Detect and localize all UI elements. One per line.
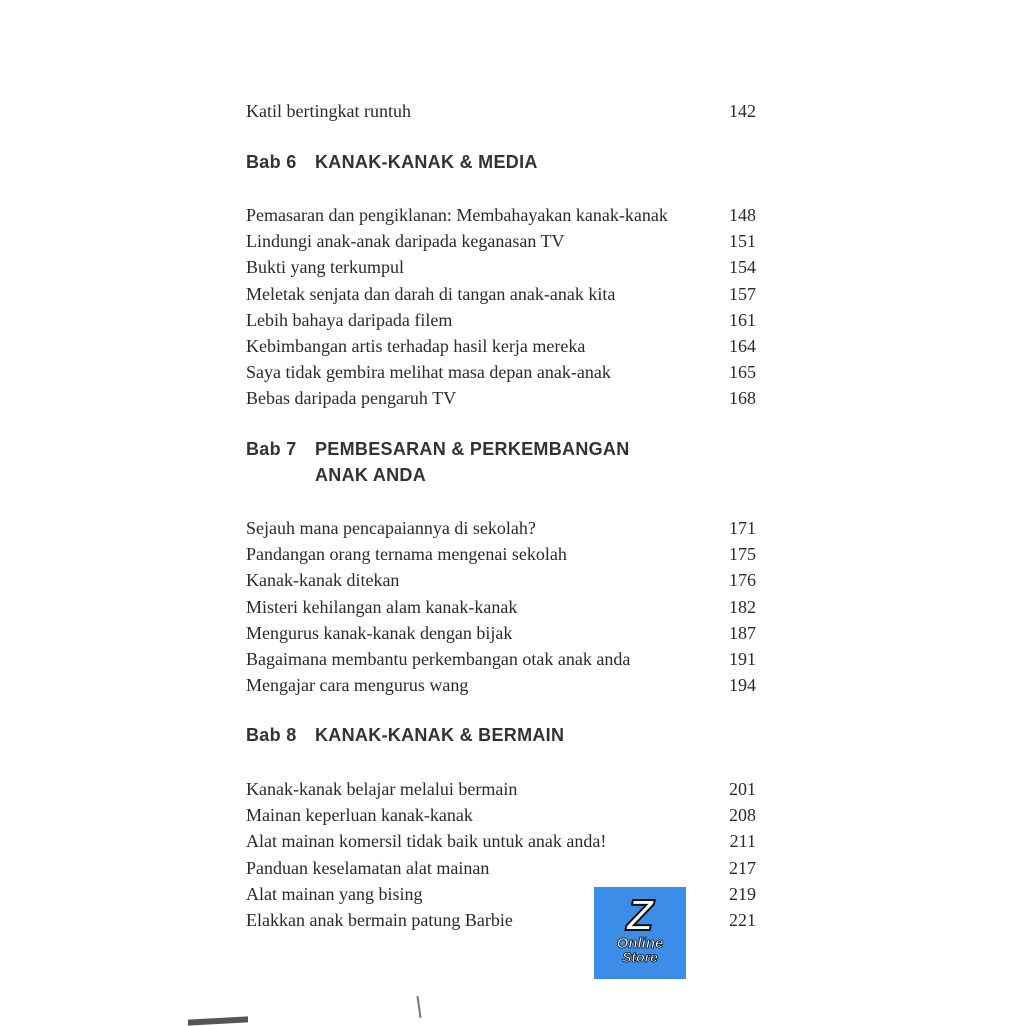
toc-entry-page: 148: [729, 205, 756, 225]
toc-entry-page: 157: [729, 284, 756, 304]
toc-entry-page: 142: [729, 101, 756, 121]
toc-entry-page: 211: [729, 831, 756, 851]
toc-entry-title: Kanak-kanak belajar melalui bermain: [246, 779, 518, 799]
toc-entry: [246, 802, 756, 828]
toc-entry-page: 208: [729, 805, 756, 825]
toc-entry-page: 187: [729, 623, 756, 643]
toc-entry-title: Bukti yang terkumpul: [246, 257, 404, 277]
toc-entry-page: 154: [729, 257, 756, 277]
toc-entry: [246, 776, 756, 802]
toc-entry: [246, 202, 756, 228]
online-store-logo-icon: [594, 887, 686, 979]
toc-entry-title: Alat mainan yang bising: [246, 884, 423, 904]
toc-entry-page: 168: [729, 388, 756, 408]
toc-entry-page: 201: [729, 779, 756, 799]
toc-entry-title: Bagaimana membantu perkembangan otak anak anda: [246, 649, 631, 669]
toc-entry-title: Meletak senjata dan darah di tangan anak-anak kita: [246, 284, 616, 304]
toc-entry-page: 221: [729, 910, 756, 930]
toc-entry-title: Mainan keperluan kanak-kanak: [246, 805, 473, 825]
toc-entry-page: 171: [729, 518, 756, 538]
toc-entry-title: Saya tidak gembira melihat masa depan anak-anak: [246, 362, 611, 382]
toc-entry-title: Kebimbangan artis terhadap hasil kerja mereka: [246, 336, 586, 356]
toc-entry: [246, 359, 756, 385]
toc-entry-title: Lebih bahaya daripada filem: [246, 310, 453, 330]
chapter-number: Bab 6: [246, 152, 297, 172]
toc-entry: [246, 281, 756, 307]
chapter-number: Bab 8: [246, 725, 297, 745]
toc-entry: [246, 828, 756, 854]
chapter-title: KANAK-KANAK & BERMAIN: [315, 725, 565, 745]
toc-entry-title: Mengajar cara mengurus wang: [246, 675, 469, 695]
toc-entry: [246, 620, 756, 646]
toc-entry-title: Pemasaran dan pengiklanan: Membahayakan kanak-kanak: [246, 205, 668, 225]
toc-entry: [246, 333, 756, 359]
toc-entry: [246, 98, 756, 124]
toc-entry: [246, 646, 756, 672]
toc-entry-title: Mengurus kanak-kanak dengan bijak: [246, 623, 513, 643]
chapter-title: PEMBESARAN & PERKEMBANGAN: [315, 439, 630, 459]
toc-entry-page: 165: [729, 362, 756, 382]
toc-entry: [246, 307, 756, 333]
logo-line-online: Online: [616, 935, 664, 952]
chapter-heading: [246, 149, 766, 175]
toc-entry: [246, 672, 756, 698]
chapter-title: KANAK-KANAK & MEDIA: [315, 152, 538, 172]
page-edge-shadow: [188, 1016, 248, 1025]
toc-entry-page: 182: [729, 597, 756, 617]
toc-entry-page: 151: [729, 231, 756, 251]
toc-entry: [246, 567, 756, 593]
toc-entry-title: Panduan keselamatan alat mainan: [246, 858, 490, 878]
toc-entry-title: Sejauh mana pencapaiannya di sekolah?: [246, 518, 536, 538]
logo-letter: Z: [626, 891, 654, 940]
chapter-number: Bab 7: [246, 439, 297, 459]
toc-entry-page: 161: [729, 310, 756, 330]
toc-entry: [246, 515, 756, 541]
toc-entry-title: Elakkan anak bermain patung Barbie: [246, 910, 513, 930]
toc-entry-title: Lindungi anak-anak daripada keganasan TV: [246, 231, 565, 251]
logo-line-store: Store: [622, 949, 658, 965]
toc-entry: [246, 541, 756, 567]
toc-entry-title: Kanak-kanak ditekan: [246, 570, 400, 590]
toc-entry-page: 191: [729, 649, 756, 669]
toc-entry-title: Katil bertingkat runtuh: [246, 101, 411, 121]
toc-entry-page: 194: [729, 675, 756, 695]
toc-entry-page: 219: [729, 884, 756, 904]
scan-mark: [416, 996, 421, 1018]
toc-entry: [246, 594, 756, 620]
toc-entry-title: Pandangan orang ternama mengenai sekolah: [246, 544, 567, 564]
toc-entry: [246, 855, 756, 881]
toc-entry: [246, 254, 756, 280]
toc-entry-page: 164: [729, 336, 756, 356]
toc-entry: [246, 228, 756, 254]
toc-entry-title: Bebas daripada pengaruh TV: [246, 388, 457, 408]
toc-entry-page: 217: [729, 858, 756, 878]
watermark-logo: [594, 887, 686, 979]
chapter-title: ANAK ANDA: [315, 465, 427, 485]
toc-entry-page: 175: [729, 544, 756, 564]
chapter-heading: [246, 722, 766, 748]
toc-entry-title: Misteri kehilangan alam kanak-kanak: [246, 597, 518, 617]
toc-entry-title: Alat mainan komersil tidak baik untuk anak anda!: [246, 831, 607, 851]
toc-entry-page: 176: [729, 570, 756, 590]
chapter-heading: [246, 436, 766, 488]
toc-entry: [246, 385, 756, 411]
